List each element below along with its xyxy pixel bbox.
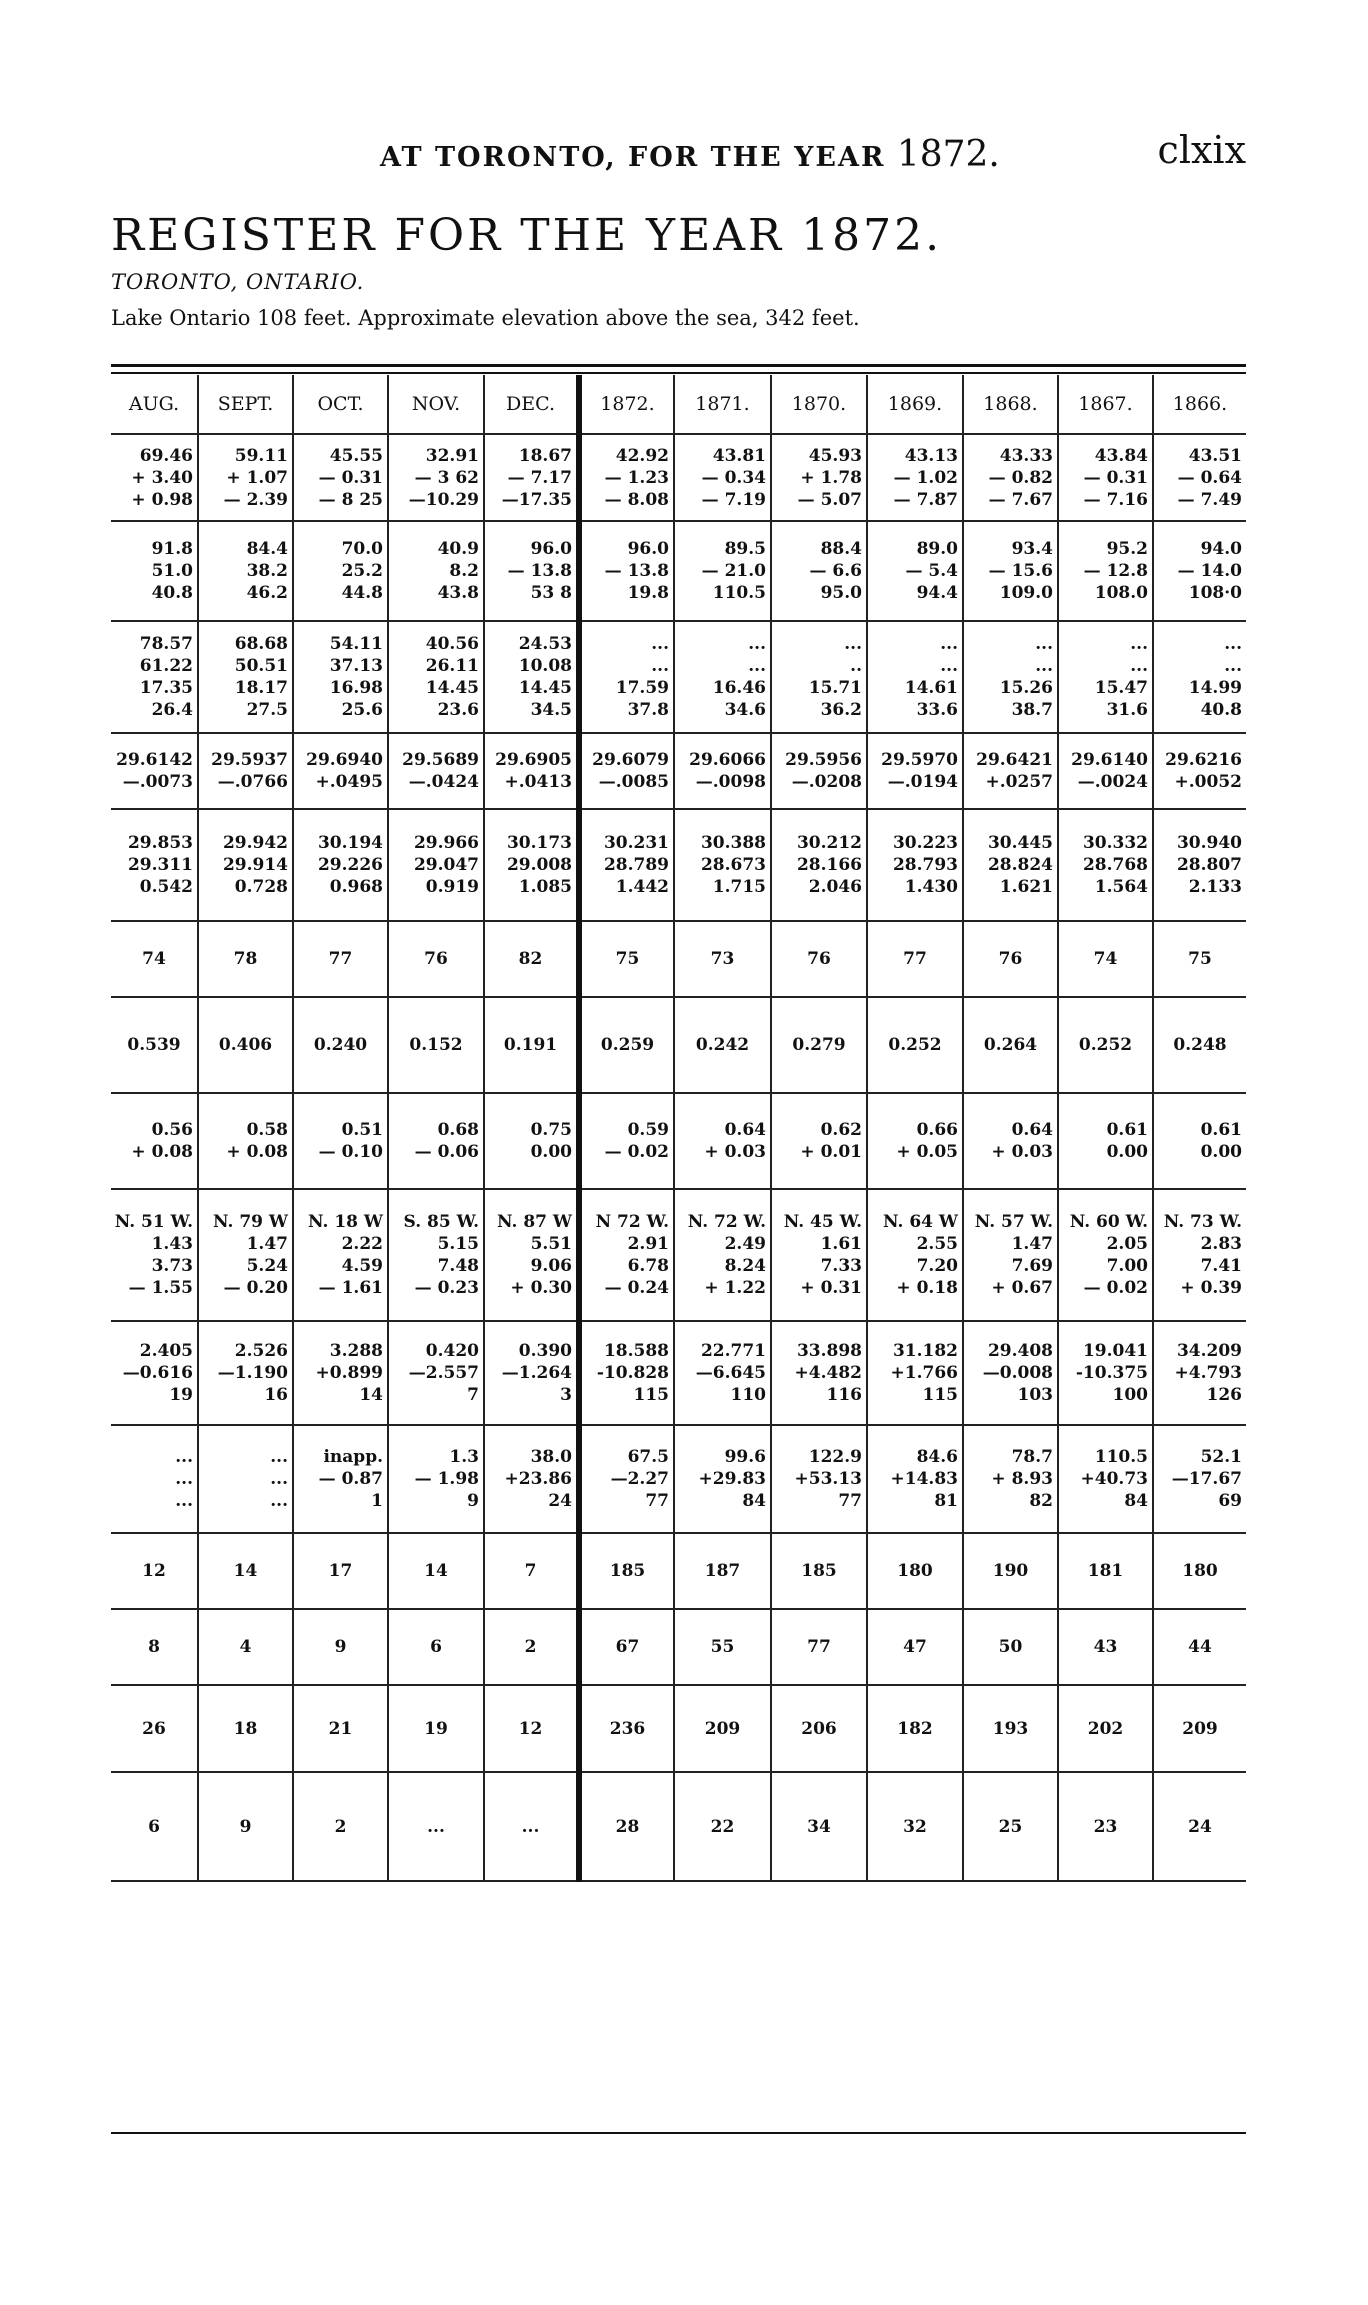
station-subtitle: TORONTO, ONTARIO.: [111, 270, 365, 294]
table-cell: 31.182 +1.766 115: [867, 1321, 963, 1425]
table-cell: 206: [771, 1685, 867, 1772]
table-cell: 185: [579, 1533, 674, 1609]
table-cell: N. 79 W 1.47 5.24 — 0.20: [198, 1189, 293, 1321]
table-cell: 2.526 —1.190 16: [198, 1321, 293, 1425]
table-cell: 77: [771, 1609, 867, 1685]
table-cell: ... ... 14.61 33.6: [867, 621, 963, 733]
table-cell: 12: [111, 1533, 198, 1609]
table-cell: 78.57 61.22 17.35 26.4: [111, 621, 198, 733]
table-cell: ... ... 15.26 38.7: [963, 621, 1058, 733]
table-cell: 73: [674, 921, 771, 997]
table-cell: 29.6940 +.0495: [293, 733, 388, 809]
table-cell: 2: [293, 1772, 388, 1881]
table-cell: 21: [293, 1685, 388, 1772]
table-cell: ... .. 15.71 36.2: [771, 621, 867, 733]
bottom-rule: [111, 2132, 1246, 2134]
table-cell: 74: [111, 921, 198, 997]
table-cell: 9: [293, 1609, 388, 1685]
table-cell: 32.91 — 3 62 —10.29: [388, 434, 484, 521]
table-cell: 84.4 38.2 46.2: [198, 521, 293, 621]
table-row: [111, 809, 1246, 921]
table-cell: 30.173 29.008 1.085: [484, 809, 579, 921]
table-cell: 7: [484, 1533, 579, 1609]
table-cell: 78.7 + 8.93 82: [963, 1425, 1058, 1533]
table-row: [111, 997, 1246, 1093]
table-cell: ... ... 14.99 40.8: [1153, 621, 1246, 733]
table-cell: ...: [388, 1772, 484, 1881]
table-cell: 0.240: [293, 997, 388, 1093]
column-header: AUG.: [111, 375, 198, 434]
table-cell: 209: [674, 1685, 771, 1772]
table-cell: 182: [867, 1685, 963, 1772]
table-cell: 29.6140 —.0024: [1058, 733, 1153, 809]
table-cell: 43.51 — 0.64 — 7.49: [1153, 434, 1246, 521]
table-cell: 82: [484, 921, 579, 997]
table-cell: 0.61 0.00: [1153, 1093, 1246, 1189]
table-cell: 202: [1058, 1685, 1153, 1772]
table-cell: 43.33 — 0.82 — 7.67: [963, 434, 1058, 521]
table-cell: N. 45 W. 1.61 7.33 + 0.31: [771, 1189, 867, 1321]
table-cell: 30.212 28.166 2.046: [771, 809, 867, 921]
table-cell: 0.420 —2.557 7: [388, 1321, 484, 1425]
table-cell: N. 60 W. 2.05 7.00 — 0.02: [1058, 1189, 1153, 1321]
table-cell: 45.93 + 1.78 — 5.07: [771, 434, 867, 521]
table-cell: ... ... 16.46 34.6: [674, 621, 771, 733]
column-header: 1869.: [867, 375, 963, 434]
table-cell: ... ... ...: [111, 1425, 198, 1533]
table-cell: 22.771 —6.645 110: [674, 1321, 771, 1425]
running-head: [0, 128, 1368, 175]
table-cell: 30.940 28.807 2.133: [1153, 809, 1246, 921]
column-header: 1871.: [674, 375, 771, 434]
table-cell: 50: [963, 1609, 1058, 1685]
register-table: [111, 375, 1246, 1882]
column-header: 1868.: [963, 375, 1058, 434]
table-cell: N. 73 W. 2.83 7.41 + 0.39: [1153, 1189, 1246, 1321]
table-cell: 0.58 + 0.08: [198, 1093, 293, 1189]
table-cell: ...: [484, 1772, 579, 1881]
table-cell: 94.0 — 14.0 108·0: [1153, 521, 1246, 621]
table-cell: 25: [963, 1772, 1058, 1881]
table-cell: 29.6142 —.0073: [111, 733, 198, 809]
column-header: OCT.: [293, 375, 388, 434]
page-number: clxix: [1157, 128, 1246, 172]
table-cell: 6: [111, 1772, 198, 1881]
table-cell: 24.53 10.08 14.45 34.5: [484, 621, 579, 733]
table-cell: 32: [867, 1772, 963, 1881]
table-row: [111, 1425, 1246, 1533]
table-row: [111, 434, 1246, 521]
table-cell: 236: [579, 1685, 674, 1772]
table-cell: 54.11 37.13 16.98 25.6: [293, 621, 388, 733]
table-cell: 29.5689 —.0424: [388, 733, 484, 809]
table-cell: 89.0 — 5.4 94.4: [867, 521, 963, 621]
table-cell: 96.0 — 13.8 19.8: [579, 521, 674, 621]
table-cell: 55: [674, 1609, 771, 1685]
table-cell: 0.66 + 0.05: [867, 1093, 963, 1189]
table-cell: 89.5 — 21.0 110.5: [674, 521, 771, 621]
table-cell: 93.4 — 15.6 109.0: [963, 521, 1058, 621]
table-cell: 122.9 +53.13 77: [771, 1425, 867, 1533]
table-cell: 44: [1153, 1609, 1246, 1685]
table-cell: 34.209 +4.793 126: [1153, 1321, 1246, 1425]
table-cell: 180: [1153, 1533, 1246, 1609]
table-cell: 2: [484, 1609, 579, 1685]
table-cell: 45.55 — 0.31 — 8 25: [293, 434, 388, 521]
table-cell: 0.51 — 0.10: [293, 1093, 388, 1189]
table-cell: 0.279: [771, 997, 867, 1093]
table-cell: 0.64 + 0.03: [674, 1093, 771, 1189]
table-cell: 29.6066 —.0098: [674, 733, 771, 809]
column-header: 1870.: [771, 375, 867, 434]
table-cell: 0.75 0.00: [484, 1093, 579, 1189]
table-cell: 18.588 -10.828 115: [579, 1321, 674, 1425]
table-cell: 110.5 +40.73 84: [1058, 1425, 1153, 1533]
column-header: SEPT.: [198, 375, 293, 434]
column-header: NOV.: [388, 375, 484, 434]
table-cell: 0.61 0.00: [1058, 1093, 1153, 1189]
running-head-year: 1872.: [896, 134, 1000, 175]
table-cell: 76: [388, 921, 484, 997]
table-cell: 19.041 -10.375 100: [1058, 1321, 1153, 1425]
table-cell: 24: [1153, 1772, 1246, 1881]
table-cell: 76: [963, 921, 1058, 997]
table-cell: 30.332 28.768 1.564: [1058, 809, 1153, 921]
table-cell: 0.539: [111, 997, 198, 1093]
table-cell: inapp. — 0.87 1: [293, 1425, 388, 1533]
table-row: [111, 1772, 1246, 1881]
table-cell: 0.259: [579, 997, 674, 1093]
table-cell: 77: [293, 921, 388, 997]
table-cell: S. 85 W. 5.15 7.48 — 0.23: [388, 1189, 484, 1321]
table-cell: 0.252: [1058, 997, 1153, 1093]
column-header: 1872.: [579, 375, 674, 434]
table-cell: 4: [198, 1609, 293, 1685]
table-cell: N. 18 W 2.22 4.59 — 1.61: [293, 1189, 388, 1321]
page-title: REGISTER FOR THE YEAR 1872.: [111, 210, 943, 261]
table-cell: 181: [1058, 1533, 1153, 1609]
column-header: DEC.: [484, 375, 579, 434]
table-row: [111, 621, 1246, 733]
table-cell: 14: [388, 1533, 484, 1609]
table-cell: N. 72 W. 2.49 8.24 + 1.22: [674, 1189, 771, 1321]
table-cell: 29.966 29.047 0.919: [388, 809, 484, 921]
elevation-note: Lake Ontario 108 feet. Approximate elevation above the sea, 342 feet.: [111, 306, 860, 330]
table-cell: 43.84 — 0.31 — 7.16: [1058, 434, 1153, 521]
table-cell: 67.5 —2.27 77: [579, 1425, 674, 1533]
table-cell: 190: [963, 1533, 1058, 1609]
table-cell: 30.231 28.789 1.442: [579, 809, 674, 921]
table-cell: 52.1 —17.67 69: [1153, 1425, 1246, 1533]
table-cell: 40.56 26.11 14.45 23.6: [388, 621, 484, 733]
table-cell: 0.62 + 0.01: [771, 1093, 867, 1189]
table-cell: 77: [867, 921, 963, 997]
table-cell: 12: [484, 1685, 579, 1772]
column-header: 1867.: [1058, 375, 1153, 434]
table-cell: 3.288 +0.899 14: [293, 1321, 388, 1425]
table-cell: 29.5956 —.0208: [771, 733, 867, 809]
table-cell: 75: [1153, 921, 1246, 997]
table-cell: 28: [579, 1772, 674, 1881]
table-cell: 30.223 28.793 1.430: [867, 809, 963, 921]
table-cell: 69.46 + 3.40 + 0.98: [111, 434, 198, 521]
table-cell: 68.68 50.51 18.17 27.5: [198, 621, 293, 733]
table-row: [111, 1685, 1246, 1772]
table-cell: 95.2 — 12.8 108.0: [1058, 521, 1153, 621]
table-cell: 33.898 +4.482 116: [771, 1321, 867, 1425]
table-cell: 42.92 — 1.23 — 8.08: [579, 434, 674, 521]
table-cell: 30.388 28.673 1.715: [674, 809, 771, 921]
table-cell: 0.191: [484, 997, 579, 1093]
column-header: 1866.: [1153, 375, 1246, 434]
table-cell: 29.942 29.914 0.728: [198, 809, 293, 921]
table-cell: 29.6421 +.0257: [963, 733, 1058, 809]
table-cell: 43: [1058, 1609, 1153, 1685]
header-row: [111, 375, 1246, 434]
table-cell: 2.405 —0.616 19: [111, 1321, 198, 1425]
table-cell: 0.152: [388, 997, 484, 1093]
table-cell: N. 51 W. 1.43 3.73 — 1.55: [111, 1189, 198, 1321]
table-cell: N. 64 W 2.55 7.20 + 0.18: [867, 1189, 963, 1321]
table-cell: 185: [771, 1533, 867, 1609]
table-cell: 0.242: [674, 997, 771, 1093]
running-head-text: AT TORONTO, FOR THE YEAR 1872.: [380, 134, 1000, 175]
table-cell: 19: [388, 1685, 484, 1772]
table-cell: 17: [293, 1533, 388, 1609]
table-cell: 209: [1153, 1685, 1246, 1772]
table-cell: 22: [674, 1772, 771, 1881]
table-cell: 99.6 +29.83 84: [674, 1425, 771, 1533]
table-cell: 29.6905 +.0413: [484, 733, 579, 809]
table-cell: 88.4 — 6.6 95.0: [771, 521, 867, 621]
table-cell: 0.406: [198, 997, 293, 1093]
table-cell: 34: [771, 1772, 867, 1881]
table-cell: N. 87 W 5.51 9.06 + 0.30: [484, 1189, 579, 1321]
table-cell: 0.59 — 0.02: [579, 1093, 674, 1189]
table-cell: 30.445 28.824 1.621: [963, 809, 1058, 921]
table-cell: 14: [198, 1533, 293, 1609]
table-cell: 0.390 —1.264 3: [484, 1321, 579, 1425]
table-cell: 38.0 +23.86 24: [484, 1425, 579, 1533]
table-cell: 1.3 — 1.98 9: [388, 1425, 484, 1533]
table-cell: 30.194 29.226 0.968: [293, 809, 388, 921]
table-cell: 18: [198, 1685, 293, 1772]
table-row: [111, 1189, 1246, 1321]
table-cell: 91.8 51.0 40.8: [111, 521, 198, 621]
table-cell: 0.248: [1153, 997, 1246, 1093]
table-row: [111, 733, 1246, 809]
top-double-rule: [111, 364, 1246, 367]
table-cell: ... ... 15.47 31.6: [1058, 621, 1153, 733]
table-cell: 29.853 29.311 0.542: [111, 809, 198, 921]
table-cell: 6: [388, 1609, 484, 1685]
table-cell: 78: [198, 921, 293, 997]
table-cell: 43.13 — 1.02 — 7.87: [867, 434, 963, 521]
table-cell: 26: [111, 1685, 198, 1772]
table-cell: 0.64 + 0.03: [963, 1093, 1058, 1189]
table-row: [111, 1321, 1246, 1425]
table-cell: 0.68 — 0.06: [388, 1093, 484, 1189]
top-double-rule-inner: [111, 372, 1246, 374]
table-cell: 193: [963, 1685, 1058, 1772]
table-cell: N 72 W. 2.91 6.78 — 0.24: [579, 1189, 674, 1321]
table-cell: 70.0 25.2 44.8: [293, 521, 388, 621]
table-cell: 47: [867, 1609, 963, 1685]
table-cell: 43.81 — 0.34 — 7.19: [674, 434, 771, 521]
table-row: [111, 1093, 1246, 1189]
table-cell: 0.252: [867, 997, 963, 1093]
table-cell: 76: [771, 921, 867, 997]
table-cell: 29.6216 +.0052: [1153, 733, 1246, 809]
table-row: [111, 921, 1246, 997]
table-cell: 18.67 — 7.17 —17.35: [484, 434, 579, 521]
table-cell: 29.408 —0.008 103: [963, 1321, 1058, 1425]
table-row: [111, 1533, 1246, 1609]
table-cell: 187: [674, 1533, 771, 1609]
table-row: [111, 521, 1246, 621]
table-cell: 180: [867, 1533, 963, 1609]
table-cell: 8: [111, 1609, 198, 1685]
table-row: [111, 1609, 1246, 1685]
table-cell: 29.5970 —.0194: [867, 733, 963, 809]
table-cell: 74: [1058, 921, 1153, 997]
table-cell: 59.11 + 1.07 — 2.39: [198, 434, 293, 521]
table-cell: 84.6 +14.83 81: [867, 1425, 963, 1533]
table-cell: 9: [198, 1772, 293, 1881]
table-cell: ... ... ...: [198, 1425, 293, 1533]
table-cell: 23: [1058, 1772, 1153, 1881]
table-cell: 40.9 8.2 43.8: [388, 521, 484, 621]
table-cell: 0.264: [963, 997, 1058, 1093]
table-cell: N. 57 W. 1.47 7.69 + 0.67: [963, 1189, 1058, 1321]
table-cell: 75: [579, 921, 674, 997]
table-cell: 0.56 + 0.08: [111, 1093, 198, 1189]
table-cell: 29.5937 —.0766: [198, 733, 293, 809]
table-cell: 67: [579, 1609, 674, 1685]
table-cell: 29.6079 —.0085: [579, 733, 674, 809]
table-cell: 96.0 — 13.8 53 8: [484, 521, 579, 621]
table-cell: ... ... 17.59 37.8: [579, 621, 674, 733]
